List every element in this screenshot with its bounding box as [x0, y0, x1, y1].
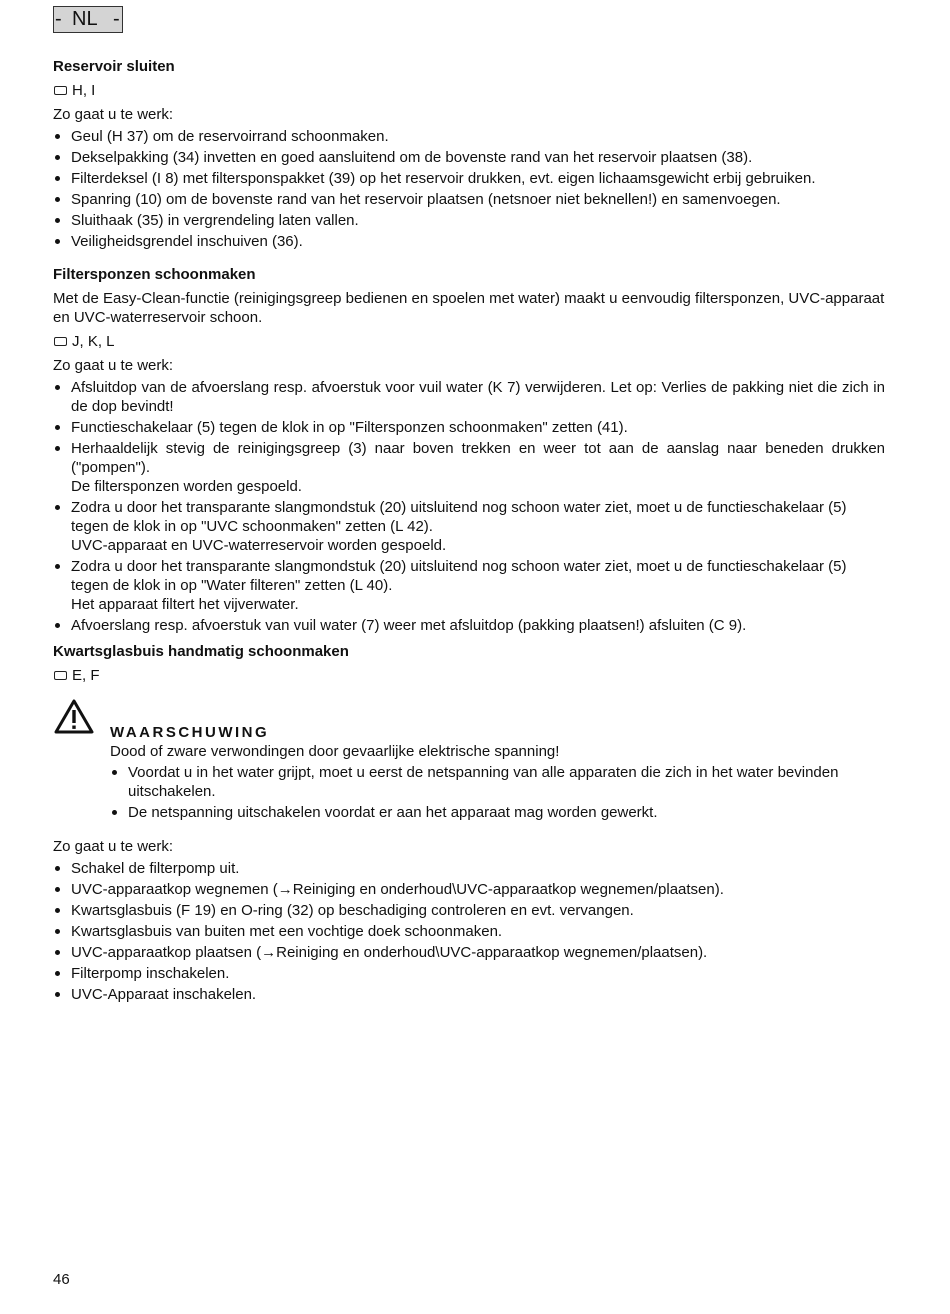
step-list [53, 859, 885, 1004]
warning-text: Dood of zware verwondingen door gevaarlijke elektrische spanning! [110, 743, 560, 760]
section-title: Reservoir sluiten [53, 58, 175, 75]
list-item: UVC-Apparaat inschakelen. [53, 985, 885, 1004]
section-title: Kwartsglasbuis handmatig schoonmaken [53, 643, 349, 660]
book-icon [54, 337, 67, 346]
warning-triangle-icon [54, 699, 94, 735]
list-item-note: UVC-apparaat en UVC-waterreservoir worden gespoeld. [71, 537, 447, 554]
list-item: UVC-apparaatkop wegnemen (→Reiniging en onderhoud\UVC-apparaatkop wegnemen/plaatsen). [53, 880, 885, 899]
list-item: Sluithaak (35) in vergrendeling laten vallen. [53, 211, 885, 230]
list-item: UVC-apparaatkop plaatsen (→Reiniging en onderhoud\UVC-apparaatkop wegnemen/plaatsen). [53, 943, 885, 962]
list-item: Afvoerslang resp. afvoerstuk van vuil water (7) weer met afsluitdop (pakking plaatsen!) afsluiten (C 9). [53, 616, 885, 635]
section-procedure [53, 837, 885, 1006]
list-item: Functieschakelaar (5) tegen de klok in op "Filtersponzen schoonmaken" zetten (41). [53, 418, 885, 437]
book-icon [54, 86, 67, 95]
list-item-text: Zodra u door het transparante slangmondstuk (20) uitsluitend nog schoon water ziet, moet u de functieschakelaar (5) tegen de klok in op "UVC schoonmaken" zetten (L 42). [71, 499, 847, 535]
list-item: De netspanning uitschakelen voordat er aan het apparaat mag worden gewerkt. [110, 803, 886, 822]
figure-reference-text: H, I [72, 82, 96, 99]
procedure-intro: Zo gaat u te werk: [53, 357, 174, 374]
list-item-text: Herhaaldelijk stevig de reinigingsgreep (3) naar boven trekken en weer tot aan de aanslag naar beneden drukken ("pompen"). [71, 440, 885, 476]
list-item [53, 498, 885, 555]
section-reservoir-sluiten [53, 57, 885, 253]
list-item-note: Het apparaat filtert het vijverwater. [71, 596, 299, 613]
procedure-intro: Zo gaat u te werk: [53, 838, 174, 855]
warning-list [110, 763, 886, 822]
section-title: Filtersponzen schoonmaken [53, 266, 256, 283]
list-item: Filterpomp inschakelen. [53, 964, 885, 983]
list-item [53, 439, 885, 496]
section-description: Met de Easy-Clean-functie (reinigingsgreep bedienen en spoelen met water) maakt u eenvoudig filtersponzen, UVC-apparaat en UVC-waterreservoir schoon. [53, 290, 885, 326]
procedure-intro: Zo gaat u te werk: [53, 106, 174, 123]
list-item-text: Zodra u door het transparante slangmondstuk (20) uitsluitend nog schoon water ziet, moet u de functieschakelaar (5) tegen de klok in op "Water filteren" zetten (L 40). [71, 558, 847, 594]
step-list [53, 378, 885, 635]
list-item: Dekselpakking (34) invetten en goed aansluitend om de bovenste rand van het reservoir plaatsen (38). [53, 148, 885, 167]
lang-dash-left: - [55, 8, 62, 30]
page-number: 46 [53, 1271, 70, 1288]
lang-dash-right: - [113, 8, 120, 30]
figure-reference [53, 666, 885, 685]
list-item: Veiligheidsgrendel inschuiven (36). [53, 232, 885, 251]
figure-reference [53, 81, 885, 100]
step-list [53, 127, 885, 251]
list-item: Spanring (10) om de bovenste rand van het reservoir plaatsen (netsnoer niet beknellen!) en samenvoegen. [53, 190, 885, 209]
section-kwartsglasbuis [53, 642, 885, 685]
figure-reference-text: E, F [72, 667, 100, 684]
warning-block [110, 723, 886, 824]
list-item: Filterdeksel (I 8) met filtersponspakket (39) op het reservoir drukken, evt. eigen lichaamsgewicht erbij gebruiken. [53, 169, 885, 188]
list-item: Kwartsglasbuis van buiten met een vochtige doek schoonmaken. [53, 922, 885, 941]
list-item [53, 557, 885, 614]
language-code: NL [72, 8, 98, 30]
section-filtersponzen [53, 265, 885, 637]
language-tab [53, 6, 123, 33]
list-item: Kwartsglasbuis (F 19) en O-ring (32) op beschadiging controleren en evt. vervangen. [53, 901, 885, 920]
warning-title: WAARSCHUWING [110, 724, 270, 741]
list-item: Schakel de filterpomp uit. [53, 859, 885, 878]
list-item-note: De filtersponzen worden gespoeld. [71, 478, 302, 495]
list-item: Afsluitdop van de afvoerslang resp. afvoerstuk voor vuil water (K 7) verwijderen. Let op: Verlies de pakking niet die zich in de dop bevindt! [53, 378, 885, 416]
list-item: Geul (H 37) om de reservoirrand schoonmaken. [53, 127, 885, 146]
figure-reference-text: J, K, L [72, 333, 115, 350]
list-item: Voordat u in het water grijpt, moet u eerst de netspanning van alle apparaten die zich in het water bevinden uitschakelen. [110, 763, 886, 801]
book-icon [54, 671, 67, 680]
figure-reference [53, 332, 885, 351]
